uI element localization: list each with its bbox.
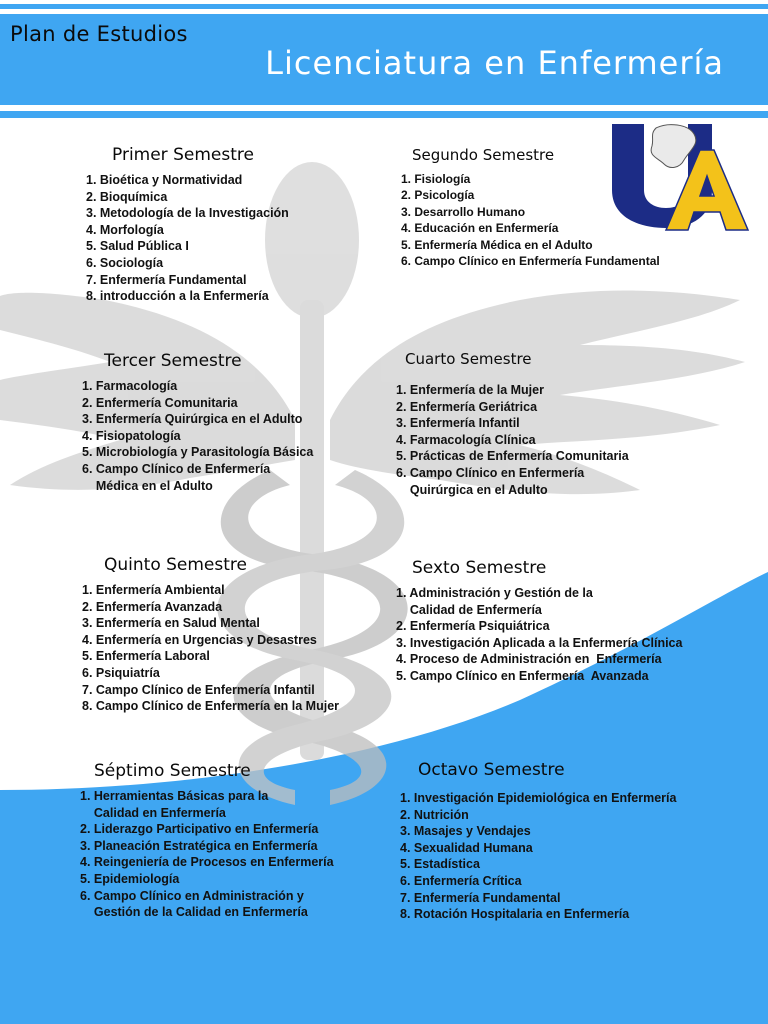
top-accent-line	[0, 4, 768, 9]
course-item: 3. Desarrollo Humano	[401, 204, 526, 219]
course-item: 2. Bioquímica	[86, 189, 168, 204]
course-item: 4. Sexualidad Humana	[400, 840, 533, 855]
course-item: 6. Campo Clínico en Administración y	[80, 888, 304, 903]
course-item: 1. Herramientas Básicas para la	[80, 789, 269, 803]
semester-title: Séptimo Semestre	[94, 761, 251, 781]
course-item: 1. Enfermería de la Mujer	[396, 383, 544, 397]
header-underline	[0, 111, 768, 118]
course-item: 2. Enfermería Avanzada	[82, 599, 223, 614]
course-item: Calidad de Enfermería	[396, 602, 542, 617]
course-item: 6. Enfermería Crítica	[400, 873, 522, 888]
course-item: 4. Reingeniería de Procesos en Enfermería	[80, 855, 334, 870]
course-item: 2. Liderazgo Participativo en Enfermería	[80, 822, 319, 837]
semester-4	[396, 350, 629, 498]
course-item: 3. Masajes y Vendajes	[400, 824, 531, 839]
course-item: 3. Investigación Aplicada a la Enfermería Clínica	[396, 635, 683, 650]
course-item: 6. Campo Clínico en Enfermería	[396, 465, 585, 480]
course-item: 7. Campo Clínico de Enfermería Infantil	[82, 682, 315, 697]
course-item: 4. Morfología	[86, 222, 164, 237]
course-item: 7. Enfermería Fundamental	[400, 890, 561, 905]
course-item: 1. Farmacología	[82, 379, 178, 393]
course-item: 5. Microbiología y Parasitología Básica	[82, 445, 314, 460]
semester-1	[86, 145, 289, 305]
course-item: Gestión de la Calidad en Enfermería	[80, 905, 308, 920]
course-item: Calidad en Enfermería	[80, 805, 226, 820]
course-item: 1. Administración y Gestión de la	[396, 586, 593, 600]
course-item: 5. Enfermería Médica en el Adulto	[401, 237, 593, 252]
course-item: 4. Proceso de Administración en Enfermería	[396, 652, 662, 667]
semester-title: Quinto Semestre	[104, 555, 247, 575]
course-item: 2. Nutrición	[400, 807, 469, 822]
course-item: 3. Metodología de la Investigación	[86, 206, 289, 221]
course-item: 6. Sociología	[86, 255, 164, 270]
course-item: 5. Prácticas de Enfermería Comunitaria	[396, 449, 629, 464]
course-item: 8. Rotación Hospitalaria en Enfermería	[400, 907, 630, 922]
course-item: 4. Enfermería en Urgencias y Desastres	[82, 632, 317, 647]
course-item: 6. Psiquiatría	[82, 665, 160, 680]
course-item: 6. Campo Clínico en Enfermería Fundamental	[401, 254, 660, 269]
course-item: 4. Educación en Enfermería	[401, 221, 559, 236]
semester-7	[80, 761, 334, 921]
semester-title: Sexto Semestre	[412, 558, 547, 578]
course-item: 2. Enfermería Psiquiátrica	[396, 619, 550, 634]
course-item: 1. Fisiología	[401, 172, 471, 186]
semester-5	[82, 555, 339, 715]
semester-title: Primer Semestre	[112, 145, 254, 165]
course-item: 6. Campo Clínico de Enfermería	[82, 461, 271, 476]
course-item: Quirúrgica en el Adulto	[396, 482, 548, 497]
course-item: 2. Enfermería Geriátrica	[396, 399, 538, 414]
course-item: 1. Bioética y Normatividad	[86, 173, 243, 187]
course-item: 4. Farmacología Clínica	[396, 432, 536, 447]
course-item: 5. Campo Clínico en Enfermería Avanzada	[396, 668, 649, 683]
semester-8	[400, 760, 676, 923]
plan-label: Plan de Estudios	[10, 22, 188, 46]
semester-title: Cuarto Semestre	[405, 350, 532, 368]
course-item: 5. Estadística	[400, 857, 480, 872]
course-item: 1. Enfermería Ambiental	[82, 583, 225, 597]
course-item: 5. Salud Pública I	[86, 239, 189, 254]
page-title: Licenciatura en Enfermería	[265, 44, 724, 82]
course-item: 2. Enfermería Comunitaria	[82, 395, 238, 410]
course-item: 3. Enfermería Infantil	[396, 416, 520, 431]
course-item: 1. Investigación Epidemiológica en Enfermería	[400, 791, 677, 805]
semester-title: Octavo Semestre	[418, 760, 565, 780]
course-item: Médica en el Adulto	[82, 478, 213, 493]
semester-title: Segundo Semestre	[412, 146, 555, 164]
semester-6	[396, 558, 682, 685]
course-item: 3. Planeación Estratégica en Enfermería	[80, 838, 318, 853]
semester-2	[401, 146, 660, 269]
semester-3	[82, 351, 313, 494]
course-item: 8. Campo Clínico de Enfermería en la Mujer	[82, 699, 340, 714]
course-item: 7. Enfermería Fundamental	[86, 272, 247, 287]
course-item: 5. Epidemiología	[80, 871, 180, 886]
page-header	[0, 14, 768, 105]
course-item: 5. Enfermería Laboral	[82, 649, 210, 664]
course-item: 4. Fisiopatología	[82, 428, 181, 443]
semester-title: Tercer Semestre	[104, 351, 242, 371]
course-item: 3. Enfermería Quirúrgica en el Adulto	[82, 412, 303, 427]
course-item: 8. introducción a la Enfermería	[86, 289, 269, 304]
course-item: 2. Psicología	[401, 188, 475, 203]
course-item: 3. Enfermería en Salud Mental	[82, 616, 260, 631]
